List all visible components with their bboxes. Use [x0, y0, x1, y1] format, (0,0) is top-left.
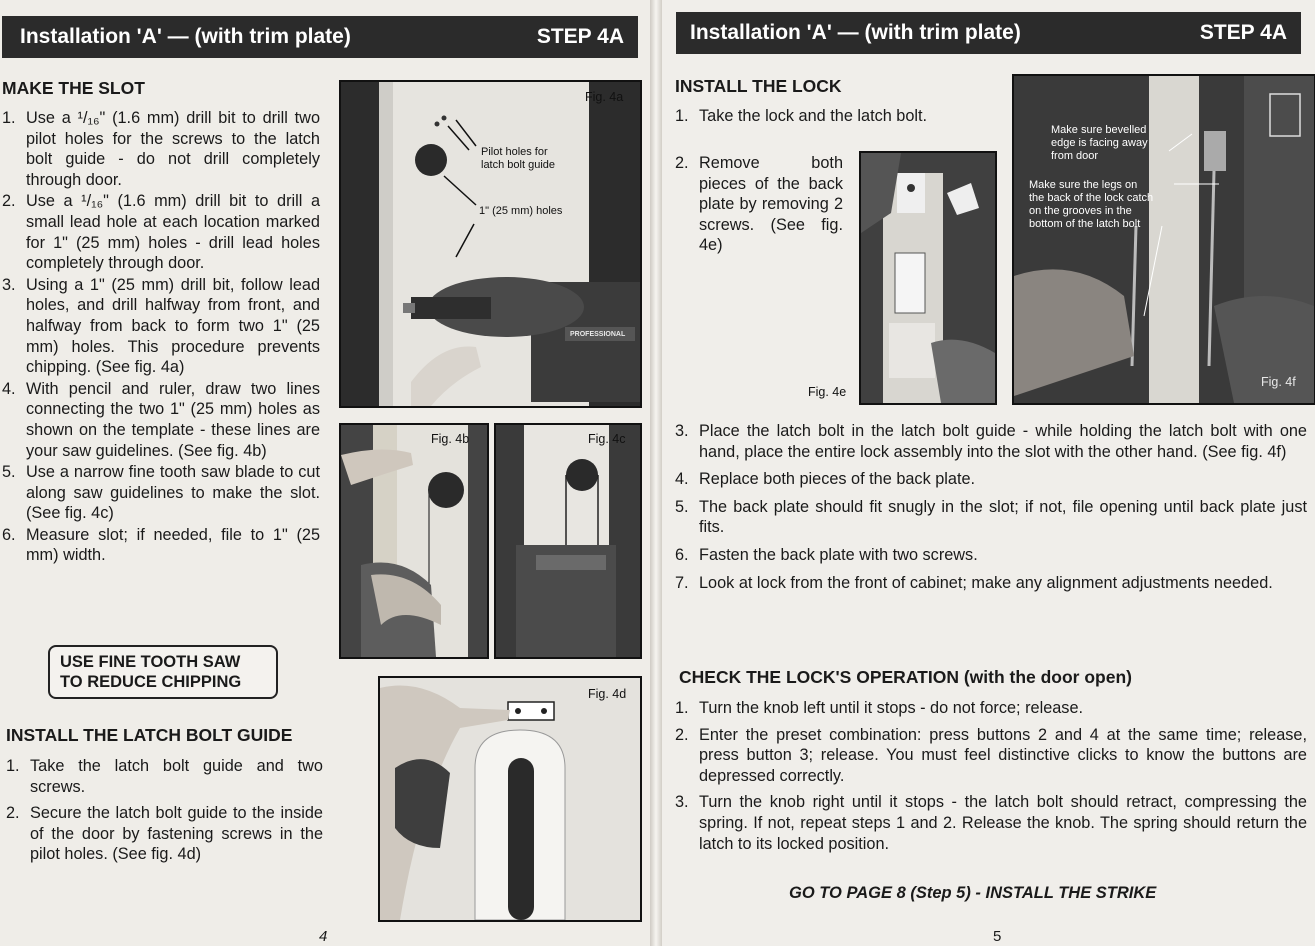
list-item: 6. Measure slot; if needed, file to 1" (25 mm) width. [2, 525, 320, 565]
list-item: 5. Use a narrow fine tooth saw blade to cut along saw guidelines to make the slot. (See fig. 4c) [2, 463, 320, 523]
figure-4f-label: Fig. 4f [1261, 375, 1296, 389]
list-item: 3. Using a 1" (25 mm) drill bit, follow lead holes, and drill halfway from front, and halfway from back to form two 1" (25 mm) holes. This procedure prevents chipping. (See fig. 4a) [2, 275, 320, 377]
figure-4a-label: Fig. 4a [585, 90, 624, 104]
goto-next-step: GO TO PAGE 8 (Step 5) - INSTALL THE STRIKE [789, 884, 1157, 902]
figure-4d-photo [380, 678, 640, 920]
right-banner-title: Installation 'A' — (with trim plate) [690, 21, 1021, 44]
list-item: 1. Take the latch bolt guide and two screws. [6, 757, 323, 796]
left-banner-step: STEP 4A [536, 25, 624, 48]
left-header-banner [2, 16, 638, 58]
right-header-banner [676, 12, 1301, 54]
list-item: 5. The back plate should fit snugly in the slot; if not, file opening until back plate just fits. [675, 497, 1307, 537]
warning-box [48, 645, 278, 699]
left-banner-title: Installation 'A' — (with trim plate) [20, 25, 351, 48]
figure-4c-label: Fig. 4c [588, 432, 626, 446]
figure-4d-label: Fig. 4d [588, 687, 627, 701]
figure-4d [378, 676, 642, 922]
figure-4a-callout-holes: 1" (25 mm) holes [479, 205, 563, 217]
figure-4b-photo [341, 425, 487, 657]
drill-brand-label: PROFESSIONAL [570, 331, 626, 338]
figure-4e-photo [861, 153, 995, 403]
figure-4c [494, 423, 642, 659]
figure-4f [1012, 74, 1315, 405]
figure-4b [339, 423, 489, 659]
latch-guide-list [6, 756, 323, 865]
figure-4a [339, 80, 642, 408]
left-page [0, 0, 650, 946]
page-number-left: 4 [319, 928, 328, 945]
figure-4a-callout-pilot: Pilot holes for latch bolt guide [481, 146, 555, 171]
latch-guide-heading: INSTALL THE LATCH BOLT GUIDE [6, 725, 293, 745]
figure-4b-label: Fig. 4b [431, 432, 470, 446]
list-item: 3. Place the latch bolt in the latch bolt guide - while holding the latch bolt with one hand, place the entire lock assembly into the slot with the other hand. (See fig. 4f) [675, 422, 1307, 461]
warning-line-2: TO REDUCE CHIPPING [60, 673, 242, 691]
list-item: 2. Use a ¹/₁₆" (1.6 mm) drill bit to drill a small lead hole at each location marked for 1" (25 mm) holes - drill lead holes completely through door. [2, 192, 320, 273]
install-lock-list-top [675, 106, 928, 127]
list-item: 4. Replace both pieces of the back plate. [675, 470, 976, 489]
install-lock-heading: INSTALL THE LOCK [675, 76, 842, 96]
right-banner-step: STEP 4A [1199, 21, 1287, 44]
figure-4f-callout-legs: Make sure the legs on the back of the lock catch on the grooves in the bottom of the latch bolt [1029, 179, 1154, 230]
warning-line-1: USE FINE TOOTH SAW [60, 653, 241, 671]
list-item: 6. Fasten the back plate with two screws. [675, 545, 978, 564]
book-gutter [650, 0, 662, 946]
list-item: 1. Use a ¹/₁₆" (1.6 mm) drill bit to drill two pilot holes for the screws to the latch bolt guide - do not drill completely through door. [2, 109, 320, 189]
right-page [662, 0, 1315, 946]
figure-4f-callout-bevelled: Make sure bevelled edge is facing away from door [1051, 124, 1148, 162]
make-slot-list [2, 108, 320, 566]
list-item: 1. Take the lock and the latch bolt. [675, 107, 928, 125]
list-item: 2. Secure the latch bolt guide to the inside of the door by fastening screws in the pilot holes. (See fig. 4d) [6, 804, 323, 864]
figure-4a-photo [341, 82, 640, 406]
list-item: 1. Turn the knob left until it stops - do not force; release. [675, 699, 1084, 717]
make-slot-heading: MAKE THE SLOT [2, 78, 145, 98]
list-item: 7. Look at lock from the front of cabinet; make any alignment adjustments needed. [675, 573, 1273, 592]
list-item: 3. Turn the knob right until it stops - the latch bolt should retract, compressing the spring. If not, repeat steps 1 and 2. Release the knob. The spring should return the latch to its locked position. [675, 793, 1307, 853]
install-lock-list-rest [675, 421, 1307, 593]
figure-4c-photo [496, 425, 640, 657]
install-lock-list-step2 [675, 153, 843, 256]
check-operation-list [675, 698, 1307, 854]
check-operation-heading: CHECK THE LOCK'S OPERATION (with the door open) [679, 667, 1132, 687]
figure-4e-label: Fig. 4e [808, 385, 847, 399]
page-number-right: 5 [993, 928, 1002, 945]
figure-4e [859, 151, 997, 405]
list-item: 2. Remove both pieces of the back plate by removing 2 screws. (See fig. 4e) [675, 154, 843, 255]
list-item: 4. With pencil and ruler, draw two lines connecting the two 1" (25 mm) holes as shown on the template - these lines are your saw guidelines. (See fig. 4b) [2, 379, 320, 460]
list-item: 2. Enter the preset combination: press buttons 2 and 4 at the same time; release, press button 3; release. You must feel distinctive clicks to know the buttons are depressed correctly. [675, 725, 1307, 785]
